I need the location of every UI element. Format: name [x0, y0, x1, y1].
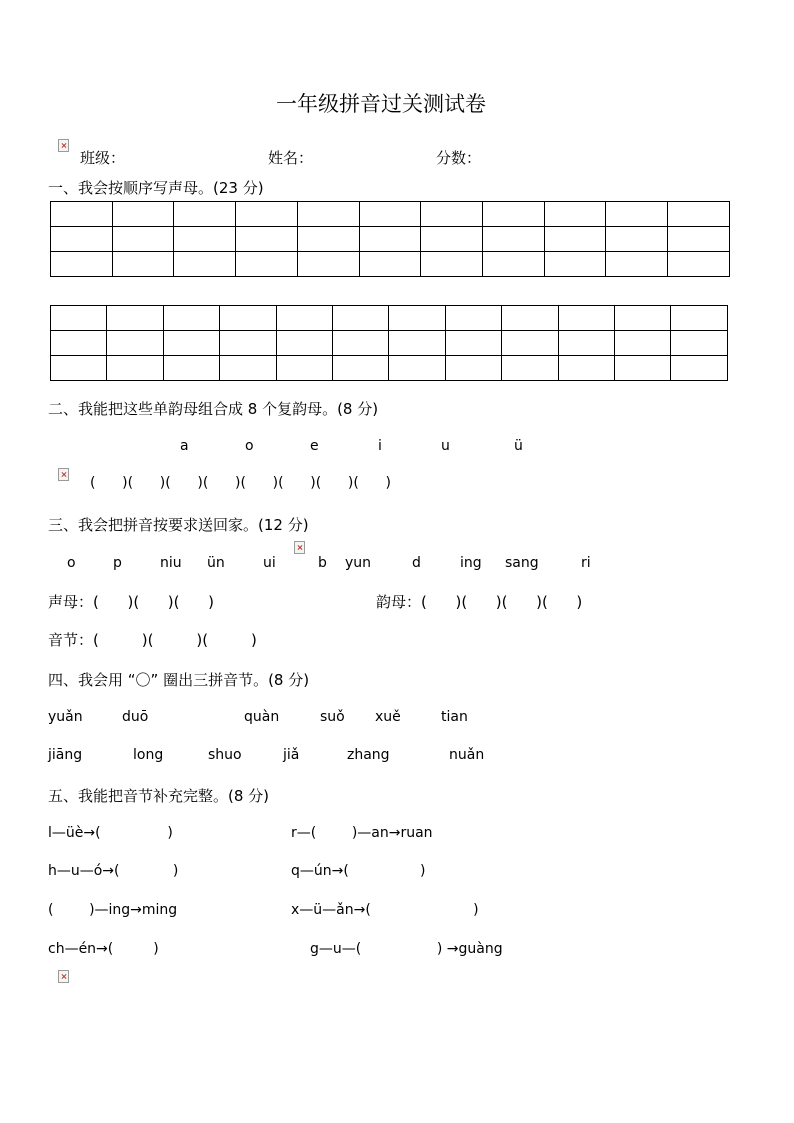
- fill-in-line[interactable]: l—üè→( ): [48, 825, 173, 841]
- syllable-option[interactable]: shuo: [208, 747, 242, 763]
- fill-in-line[interactable]: g—u—( ) →guàng: [310, 941, 503, 957]
- grid-cell[interactable]: [174, 252, 236, 277]
- name-label: 姓名：: [268, 149, 314, 167]
- grid-cell[interactable]: [333, 356, 389, 381]
- section4-heading: 四、我会用 “〇” 圈出三拼音节。(8 分): [48, 671, 310, 689]
- syllable-option[interactable]: nuǎn: [449, 747, 485, 763]
- grid-cell[interactable]: [276, 331, 332, 356]
- grid-cell[interactable]: [276, 306, 332, 331]
- grid-cell[interactable]: [163, 356, 219, 381]
- syllable-option[interactable]: zhang: [347, 747, 390, 763]
- table-row: [51, 227, 730, 252]
- broken-image-icon: [58, 139, 69, 152]
- grid-cell[interactable]: [51, 356, 107, 381]
- syllable-option[interactable]: quàn: [244, 709, 280, 725]
- syllable-option[interactable]: duō: [122, 709, 149, 725]
- pinyin-item: sang: [505, 555, 539, 571]
- grid-cell[interactable]: [174, 202, 236, 227]
- grid-cell[interactable]: [421, 227, 483, 252]
- grid-cell[interactable]: [112, 227, 174, 252]
- grid-cell[interactable]: [615, 306, 671, 331]
- fill-in-line[interactable]: h—u—ó→( ): [48, 863, 179, 879]
- grid-cell[interactable]: [445, 356, 501, 381]
- grid-cell[interactable]: [107, 306, 163, 331]
- grid-cell[interactable]: [51, 202, 113, 227]
- grid-cell[interactable]: [671, 306, 728, 331]
- syllable-option[interactable]: xuě: [375, 709, 401, 725]
- broken-image-icon: [58, 970, 69, 983]
- vowel-letter: u: [441, 438, 450, 454]
- grid-cell[interactable]: [236, 202, 298, 227]
- grid-cell[interactable]: [558, 306, 614, 331]
- grid-cell[interactable]: [297, 227, 359, 252]
- syllable-option[interactable]: jiǎ: [283, 747, 300, 763]
- grid-cell[interactable]: [236, 227, 298, 252]
- grid-cell[interactable]: [236, 252, 298, 277]
- grid-cell[interactable]: [606, 252, 668, 277]
- grid-cell[interactable]: [51, 227, 113, 252]
- grid-cell[interactable]: [558, 331, 614, 356]
- syllable-option[interactable]: jiāng: [48, 747, 83, 763]
- grid-cell[interactable]: [359, 252, 421, 277]
- grid-cell[interactable]: [389, 356, 445, 381]
- shengmu-grid-2: [50, 305, 728, 381]
- vowel-letter: o: [245, 438, 254, 454]
- syllable-option[interactable]: tian: [441, 709, 468, 725]
- vowel-letter: e: [310, 438, 319, 454]
- table-row: [51, 202, 730, 227]
- fill-in-line[interactable]: ( )—ing→ming: [48, 902, 178, 918]
- grid-cell[interactable]: [421, 202, 483, 227]
- class-label: 班级：: [80, 149, 126, 167]
- grid-cell[interactable]: [671, 331, 728, 356]
- grid-cell[interactable]: [668, 202, 730, 227]
- syllable-option[interactable]: long: [133, 747, 164, 763]
- pinyin-item: p: [113, 555, 122, 571]
- grid-cell[interactable]: [445, 331, 501, 356]
- grid-cell[interactable]: [163, 331, 219, 356]
- fill-in-line[interactable]: ch—én→( ): [48, 941, 159, 957]
- table-row: [51, 306, 728, 331]
- shengmu-grid-1: [50, 201, 730, 277]
- pinyin-item: d: [412, 555, 421, 571]
- section1-heading: 一、我会按顺序写声母。(23 分): [48, 179, 264, 197]
- grid-cell[interactable]: [483, 227, 545, 252]
- broken-image-icon: [58, 468, 69, 481]
- fill-in-line[interactable]: r—( )—an→ruan: [291, 825, 433, 841]
- grid-cell[interactable]: [615, 331, 671, 356]
- pinyin-item: ri: [581, 555, 591, 571]
- grid-cell[interactable]: [421, 252, 483, 277]
- grid-cell[interactable]: [502, 356, 558, 381]
- table-row: [51, 356, 728, 381]
- table-row: [51, 331, 728, 356]
- grid-cell[interactable]: [174, 227, 236, 252]
- grid-cell[interactable]: [297, 202, 359, 227]
- pinyin-item: o: [67, 555, 76, 571]
- grid-cell[interactable]: [51, 306, 107, 331]
- grid-cell[interactable]: [483, 252, 545, 277]
- grid-cell[interactable]: [51, 252, 113, 277]
- grid-cell[interactable]: [333, 331, 389, 356]
- fill-in-line[interactable]: x—ü—ǎn→( ): [291, 902, 479, 918]
- grid-cell[interactable]: [51, 331, 107, 356]
- grid-cell[interactable]: [107, 356, 163, 381]
- score-label: 分数：: [436, 149, 482, 167]
- grid-cell[interactable]: [558, 356, 614, 381]
- pinyin-item: b: [318, 555, 327, 571]
- grid-cell[interactable]: [107, 331, 163, 356]
- grid-cell[interactable]: [483, 202, 545, 227]
- table-row: [51, 252, 730, 277]
- yinjie-answer-line[interactable]: 音节：( )( )( ): [48, 631, 257, 649]
- grid-cell[interactable]: [359, 202, 421, 227]
- grid-cell[interactable]: [668, 252, 730, 277]
- pinyin-item: yun: [345, 555, 372, 571]
- grid-cell[interactable]: [502, 331, 558, 356]
- vowel-letter: i: [378, 438, 382, 454]
- grid-cell[interactable]: [112, 252, 174, 277]
- grid-cell[interactable]: [297, 252, 359, 277]
- grid-cell[interactable]: [276, 356, 332, 381]
- section3-heading: 三、我会把拼音按要求送回家。(12 分): [48, 516, 309, 534]
- syllable-option[interactable]: suǒ: [320, 709, 345, 725]
- grid-cell[interactable]: [606, 227, 668, 252]
- grid-cell[interactable]: [544, 227, 606, 252]
- grid-cell[interactable]: [668, 227, 730, 252]
- vowel-letter: ü: [514, 438, 523, 454]
- grid-cell[interactable]: [112, 202, 174, 227]
- grid-cell[interactable]: [163, 306, 219, 331]
- grid-cell[interactable]: [359, 227, 421, 252]
- grid-cell[interactable]: [445, 306, 501, 331]
- grid-cell[interactable]: [502, 306, 558, 331]
- section2-heading: 二、我能把这些单韵母组合成 8 个复韵母。(8 分): [48, 400, 379, 418]
- grid-cell[interactable]: [220, 356, 276, 381]
- broken-image-icon: [294, 541, 305, 554]
- grid-cell[interactable]: [220, 331, 276, 356]
- vowel-letter: a: [180, 438, 189, 454]
- syllable-option[interactable]: yuǎn: [48, 709, 83, 725]
- grid-cell[interactable]: [389, 331, 445, 356]
- grid-cell[interactable]: [671, 356, 728, 381]
- grid-cell[interactable]: [606, 202, 668, 227]
- pinyin-item: ing: [460, 555, 482, 571]
- pinyin-item: niu: [160, 555, 182, 571]
- grid-cell[interactable]: [615, 356, 671, 381]
- shengmu-answer-line[interactable]: 声母：( )( )( ): [48, 593, 214, 611]
- pinyin-item: ui: [263, 555, 276, 571]
- yunmu-answer-line[interactable]: 韵母：( )( )( )( ): [376, 593, 583, 611]
- grid-cell[interactable]: [544, 202, 606, 227]
- grid-cell[interactable]: [220, 306, 276, 331]
- page-title: 一年级拼音过关测试卷: [276, 92, 486, 116]
- section5-heading: 五、我能把音节补充完整。(8 分): [48, 787, 270, 805]
- pinyin-item: ün: [207, 555, 225, 571]
- grid-cell[interactable]: [544, 252, 606, 277]
- grid-cell[interactable]: [389, 306, 445, 331]
- grid-cell[interactable]: [333, 306, 389, 331]
- fill-in-line[interactable]: q—ún→( ): [291, 863, 426, 879]
- compound-vowel-blanks[interactable]: ( )( )( )( )( )( )( )( ): [90, 475, 391, 491]
